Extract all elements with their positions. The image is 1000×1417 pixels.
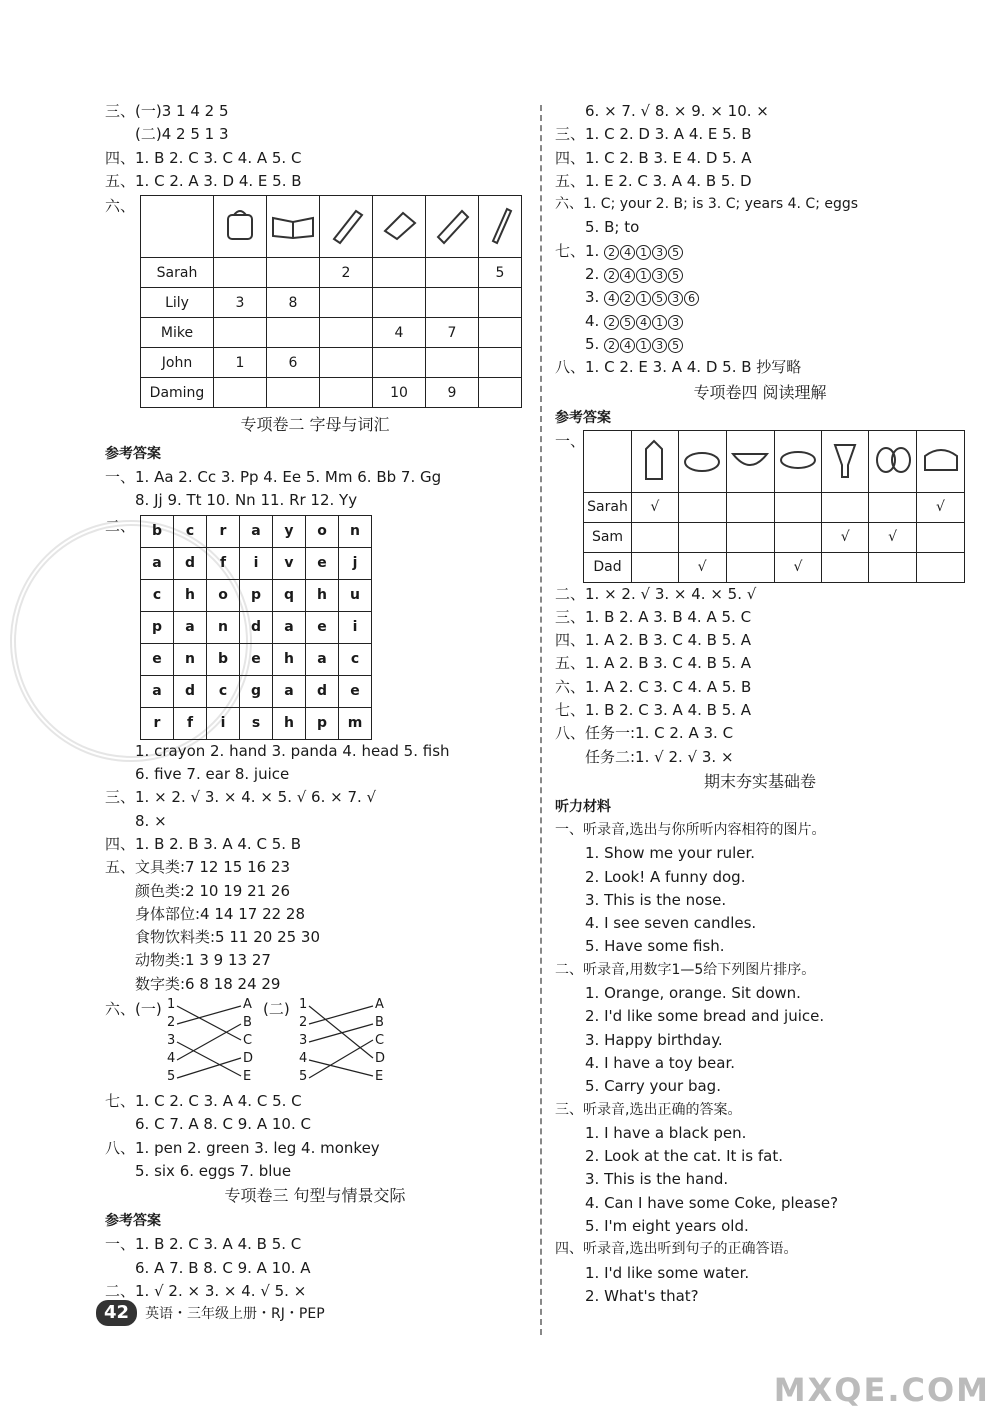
reference-heading: 参考答案 — [105, 446, 161, 463]
grid-letter: v — [273, 547, 306, 579]
answer-line: 身体部位:4 14 17 22 28 — [135, 904, 306, 923]
section-title: 期末夯实基础卷 — [703, 771, 816, 791]
cell: 8 — [267, 288, 320, 318]
stationery-table — [140, 195, 522, 408]
cell: 1 — [214, 348, 267, 378]
match-label: 5 — [299, 1069, 308, 1085]
grid-letter: a — [141, 675, 174, 707]
answer-line: 五、1. C 2. A 3. D 4. E 5. B — [105, 171, 302, 190]
answer-line: 三、(一)3 1 4 2 5 — [105, 102, 229, 120]
sequence-prefix: 七、1. — [555, 241, 605, 260]
grid-row — [141, 707, 372, 739]
cell: 10 — [373, 378, 426, 408]
listening-item: 2. What's that? — [585, 1286, 699, 1305]
header-empty — [141, 196, 214, 258]
section-one — [555, 430, 965, 583]
cell: 7 — [426, 318, 479, 348]
cell: 5 — [479, 258, 522, 288]
cell: √ — [774, 552, 822, 582]
noodles-icon — [726, 430, 774, 492]
sequence-answers — [555, 240, 965, 356]
site-watermark: MXQE.COM — [773, 1371, 990, 1409]
milk-icon — [632, 430, 679, 492]
answer-line: 五、1. A 2. B 3. C 4. B 5. A — [555, 654, 752, 673]
cell — [320, 318, 373, 348]
answer-line: 数字类:6 8 18 24 29 — [135, 974, 281, 993]
grid-letter: n — [339, 515, 372, 547]
circled-number: 3 — [652, 245, 667, 260]
grid-letter: a — [306, 643, 339, 675]
listening-item: 3. This is the nose. — [585, 890, 727, 909]
match-label: 3 — [167, 1033, 176, 1049]
listening-item: 5. Carry your bag. — [585, 1077, 721, 1096]
grid-letter: c — [339, 643, 372, 675]
grid-letter: q — [273, 579, 306, 611]
section-title: 专项卷三 句型与情景交际 — [224, 1186, 406, 1206]
cell — [214, 378, 267, 408]
grid-letter: d — [306, 675, 339, 707]
match-label: 1 — [299, 997, 308, 1013]
cell — [267, 258, 320, 288]
circled-number: 3 — [668, 315, 683, 330]
grid-letter: i — [240, 547, 273, 579]
answer-line: 二、1. × 2. √ 3. × 4. × 5. √ — [555, 584, 757, 603]
answer-line: 食物饮料类:5 11 20 25 30 — [135, 928, 321, 947]
grid-letter: e — [306, 611, 339, 643]
answer-line: 四、1. B 2. C 3. C 4. A 5. C — [105, 148, 302, 167]
listening-item: 1. Orange, orange. Sit down. — [585, 984, 801, 1003]
grid-letter: i — [207, 707, 240, 739]
rice-icon — [678, 430, 726, 492]
grid-letter: e — [240, 643, 273, 675]
match-label: E — [243, 1069, 252, 1085]
cell — [726, 522, 774, 552]
answer-line: 8. Jj 9. Tt 10. Nn 11. Rr 12. Yy — [135, 491, 358, 510]
answer-line: 四、1. A 2. B 3. C 4. B 5. A — [555, 631, 752, 650]
table-row — [584, 492, 965, 522]
answer-line: 动物类:1 3 9 13 27 — [135, 951, 271, 970]
answer-line: 七、1. B 2. C 3. A 4. B 5. A — [555, 701, 752, 720]
answer-line: 任务二:1. √ 2. √ 3. × — [585, 747, 734, 766]
row-name: Daming — [141, 378, 214, 408]
answer-line: 三、1. B 2. A 3. B 4. A 5. C — [555, 607, 752, 626]
cell — [426, 288, 479, 318]
circled-number: 3 — [668, 291, 683, 306]
row-name: Sam — [584, 522, 632, 552]
sequence-prefix: 5. — [585, 334, 605, 353]
page-number: 42 — [96, 1300, 137, 1326]
answer-line: 二、1. √ 2. × 3. × 4. √ 5. × — [105, 1281, 307, 1300]
match-label: 4 — [167, 1051, 176, 1067]
answer-line: 6. five 7. ear 8. juice — [135, 765, 290, 784]
answer-line: 5. six 6. eggs 7. blue — [135, 1161, 292, 1180]
circled-number: 6 — [684, 291, 699, 306]
cell — [267, 318, 320, 348]
cell — [822, 552, 869, 582]
row-name: Lily — [141, 288, 214, 318]
cell — [632, 522, 679, 552]
bag-icon — [214, 196, 267, 258]
grid-letter: h — [273, 643, 306, 675]
row-name: John — [141, 348, 214, 378]
cell — [320, 348, 373, 378]
word-search-grid — [140, 515, 372, 740]
listening-heading: 听力材料 — [555, 798, 611, 815]
grid-row — [141, 675, 372, 707]
sequence-line — [555, 263, 965, 286]
grid-letter: e — [141, 643, 174, 675]
cell — [822, 492, 869, 522]
match-label: 2 — [299, 1015, 308, 1031]
grid-row — [141, 643, 372, 675]
grid-letter: n — [174, 643, 207, 675]
grid-letter: h — [174, 579, 207, 611]
answer-line: 6. × 7. √ 8. × 9. × 10. × — [585, 102, 769, 120]
table-row — [584, 552, 965, 582]
listening-item: 5. Have some fish. — [585, 937, 725, 956]
listening-item: 5. I'm eight years old. — [585, 1216, 749, 1235]
table-row — [141, 378, 522, 408]
answer-line: 5. B; to — [585, 218, 640, 237]
answer-line: 八、1. pen 2. green 3. leg 4. monkey — [105, 1138, 380, 1157]
cell — [320, 378, 373, 408]
sequence-prefix: 4. — [585, 311, 605, 330]
match-label: C — [243, 1033, 253, 1049]
section-label: 二、 — [105, 516, 136, 535]
cell — [214, 258, 267, 288]
section-title: 专项卷四 阅读理解 — [693, 382, 827, 402]
grid-letter: h — [306, 579, 339, 611]
grid-letter: j — [339, 547, 372, 579]
row-name: Dad — [584, 552, 632, 582]
cell — [774, 522, 822, 552]
cell — [917, 522, 965, 552]
pen-icon — [479, 196, 522, 258]
sequence-line — [555, 333, 965, 356]
grid-letter: d — [240, 611, 273, 643]
cell — [373, 288, 426, 318]
right-column — [555, 100, 965, 1308]
section-label: 六、(一) — [105, 1000, 162, 1019]
cell — [479, 288, 522, 318]
answer-line: 三、1. C 2. D 3. A 4. E 5. B — [555, 125, 752, 144]
cell — [678, 522, 726, 552]
circled-number: 5 — [668, 245, 683, 260]
listening-item: 4. Can I have some Coke, please? — [585, 1193, 839, 1212]
match-label: 2 — [167, 1015, 176, 1031]
cell: √ — [678, 552, 726, 582]
sequence-prefix: 3. — [585, 288, 605, 307]
circled-number: 4 — [620, 338, 635, 353]
match-label: A — [375, 997, 384, 1013]
table-row — [141, 258, 522, 288]
bread-icon — [917, 430, 965, 492]
eraser-icon — [373, 196, 426, 258]
circled-number: 1 — [636, 268, 651, 283]
answer-line: 1. crayon 2. hand 3. panda 4. head 5. fish — [135, 741, 450, 760]
cell — [479, 318, 522, 348]
grid-letter: r — [141, 707, 174, 739]
circled-number: 1 — [652, 315, 667, 330]
grid-row — [141, 611, 372, 643]
grid-letter: g — [240, 675, 273, 707]
circled-number: 2 — [604, 268, 619, 283]
match-label: D — [243, 1051, 254, 1067]
circled-number: 4 — [636, 315, 651, 330]
left-column — [105, 100, 525, 1303]
grid-letter: f — [207, 547, 240, 579]
circled-number: 5 — [620, 315, 635, 330]
cell — [426, 258, 479, 288]
grid-letter: b — [141, 515, 174, 547]
match-label: 4 — [299, 1051, 308, 1067]
circled-number: 5 — [668, 338, 683, 353]
grid-row — [141, 547, 372, 579]
table-row — [141, 288, 522, 318]
column-divider — [540, 105, 542, 1335]
listening-item: 3. Happy birthday. — [585, 1030, 723, 1049]
grid-letter: a — [240, 515, 273, 547]
pencil-icon — [320, 196, 373, 258]
listening-item: 2. Look! A funny dog. — [585, 867, 746, 886]
grid-letter: f — [174, 707, 207, 739]
listening-item: 3. This is the hand. — [585, 1170, 729, 1189]
cell — [214, 318, 267, 348]
reference-heading: 参考答案 — [105, 1213, 161, 1230]
cell: √ — [632, 492, 679, 522]
grid-letter: p — [141, 611, 174, 643]
grid-letter: c — [207, 675, 240, 707]
listening-item: 1. I have a black pen. — [585, 1123, 747, 1142]
cell — [869, 552, 917, 582]
section-two — [105, 515, 525, 740]
eggs-icon — [869, 430, 917, 492]
match-label: 3 — [299, 1033, 308, 1049]
grid-letter: i — [339, 611, 372, 643]
section-label: 一、 — [555, 431, 586, 450]
circled-number: 2 — [620, 291, 635, 306]
section-label: 六、 — [105, 197, 136, 216]
cell: 2 — [320, 258, 373, 288]
grid-letter: d — [174, 547, 207, 579]
table-row — [141, 318, 522, 348]
grid-letter: e — [339, 675, 372, 707]
header-empty — [584, 430, 632, 492]
cell — [774, 492, 822, 522]
cell — [632, 552, 679, 582]
table-row — [584, 522, 965, 552]
cell: √ — [822, 522, 869, 552]
match-label: 1 — [167, 997, 176, 1013]
grid-letter: r — [207, 515, 240, 547]
listening-item: 4. I have a toy bear. — [585, 1053, 736, 1072]
listening-item: 2. Look at the cat. It is fat. — [585, 1147, 784, 1166]
circled-number: 1 — [636, 338, 651, 353]
row-name: Sarah — [141, 258, 214, 288]
fish-dish-icon — [774, 430, 822, 492]
cell: 6 — [267, 348, 320, 378]
answer-line: 八、1. C 2. E 3. A 4. D 5. B 抄写略 — [555, 358, 802, 377]
grid-letter: n — [207, 611, 240, 643]
grid-letter: a — [141, 547, 174, 579]
match-label: C — [375, 1033, 385, 1049]
circled-number: 4 — [620, 268, 635, 283]
circled-number: 5 — [668, 268, 683, 283]
circled-number: 2 — [604, 245, 619, 260]
circled-number: 4 — [620, 245, 635, 260]
match-label: D — [375, 1051, 386, 1067]
circled-number: 1 — [636, 245, 651, 260]
cell — [869, 492, 917, 522]
answer-line: 七、1. C 2. C 3. A 4. C 5. C — [105, 1092, 302, 1111]
matching-section — [105, 996, 525, 1090]
circled-number: 4 — [604, 291, 619, 306]
grid-letter: e — [306, 547, 339, 579]
sequence-prefix: 2. — [585, 265, 605, 284]
row-name: Sarah — [584, 492, 632, 522]
answer-line: 三、1. × 2. √ 3. × 4. × 5. √ 6. × 7. √ — [105, 788, 377, 807]
answer-line: 一、1. B 2. C 3. A 4. B 5. C — [105, 1235, 302, 1254]
grid-letter: a — [273, 675, 306, 707]
listening-item: 1. I'd like some water. — [585, 1263, 750, 1282]
cell — [726, 552, 774, 582]
circled-number: 3 — [652, 268, 667, 283]
sequence-line — [555, 240, 965, 263]
cell — [479, 378, 522, 408]
cell — [479, 348, 522, 378]
answer-line: 六、1. C; your 2. B; is 3. C; years 4. C; eggs — [555, 196, 859, 213]
match-label: B — [243, 1015, 252, 1031]
answer-line: 六、1. A 2. C 3. C 4. A 5. B — [555, 677, 752, 696]
grid-letter: c — [174, 515, 207, 547]
grid-letter: s — [240, 707, 273, 739]
section-title: 专项卷二 字母与词汇 — [240, 415, 390, 435]
row-name: Mike — [141, 318, 214, 348]
listening-item: 4. I see seven candles. — [585, 914, 757, 933]
cell — [373, 258, 426, 288]
question-heading: 二、听录音,用数字1—5给下列图片排序。 — [555, 961, 816, 978]
grid-letter: a — [273, 611, 306, 643]
grid-letter: a — [174, 611, 207, 643]
book-icon — [267, 196, 320, 258]
answer-line: 四、1. C 2. B 3. E 4. D 5. A — [555, 148, 752, 167]
ruler-icon — [426, 196, 479, 258]
grid-letter: m — [339, 707, 372, 739]
answer-line: 四、1. B 2. B 3. A 4. C 5. B — [105, 834, 302, 853]
page-footer — [96, 1300, 325, 1326]
grid-letter: c — [141, 579, 174, 611]
grid-letter: o — [306, 515, 339, 547]
cell: 4 — [373, 318, 426, 348]
section-label: (二) — [263, 1000, 290, 1019]
answer-line: 颜色类:2 10 19 21 26 — [135, 881, 291, 900]
match-label: B — [375, 1015, 384, 1031]
answer-line: 一、1. Aa 2. Cc 3. Pp 4. Ee 5. Mm 6. Bb 7. Gg — [105, 468, 442, 487]
grid-letter: p — [306, 707, 339, 739]
table-row — [141, 348, 522, 378]
circled-number: 2 — [604, 315, 619, 330]
answer-line: 6. C 7. A 8. C 9. A 10. C — [135, 1115, 311, 1134]
sequence-line — [555, 310, 965, 333]
answer-line: 6. A 7. B 8. C 9. A 10. A — [135, 1258, 311, 1277]
cell — [267, 378, 320, 408]
answer-line: (二)4 2 5 1 3 — [135, 125, 229, 144]
match-label: A — [243, 997, 252, 1013]
answer-line: 8. × — [135, 811, 167, 830]
cell: 9 — [426, 378, 479, 408]
grid-row — [141, 515, 372, 547]
listening-item: 1. Show me your ruler. — [585, 844, 756, 863]
juice-icon — [822, 430, 869, 492]
circled-number: 2 — [604, 338, 619, 353]
cell: √ — [917, 492, 965, 522]
circled-number: 1 — [636, 291, 651, 306]
cell — [678, 492, 726, 522]
grid-letter: h — [273, 707, 306, 739]
circled-number: 5 — [652, 291, 667, 306]
cell — [726, 492, 774, 522]
question-heading: 一、听录音,选出与你所听内容相符的图片。 — [555, 821, 826, 838]
cell: 3 — [214, 288, 267, 318]
answer-line: 五、1. E 2. C 3. A 4. B 5. D — [555, 171, 752, 190]
cell — [426, 348, 479, 378]
section-six — [105, 195, 525, 408]
grid-letter: p — [240, 579, 273, 611]
grid-letter: d — [174, 675, 207, 707]
grid-letter: b — [207, 643, 240, 675]
circled-number: 3 — [652, 338, 667, 353]
food-table — [583, 430, 965, 583]
footer-label: 英语・三年级上册・RJ・PEP — [145, 1306, 325, 1322]
answer-line: 八、任务一:1. C 2. A 3. C — [555, 724, 734, 743]
question-heading: 三、听录音,选出正确的答案。 — [555, 1101, 742, 1118]
match-label: 5 — [167, 1069, 176, 1085]
grid-row — [141, 579, 372, 611]
match-label: E — [375, 1069, 384, 1085]
answer-line: 五、文具类:7 12 15 16 23 — [105, 858, 291, 877]
sequence-line — [555, 286, 965, 309]
cell — [320, 288, 373, 318]
question-heading: 四、听录音,选出听到句子的正确答语。 — [555, 1241, 798, 1258]
cell — [917, 552, 965, 582]
grid-letter: u — [339, 579, 372, 611]
listening-item: 2. I'd like some bread and juice. — [585, 1007, 825, 1026]
reference-heading: 参考答案 — [555, 409, 611, 426]
grid-letter: y — [273, 515, 306, 547]
cell: √ — [869, 522, 917, 552]
cell — [373, 348, 426, 378]
grid-letter: o — [207, 579, 240, 611]
